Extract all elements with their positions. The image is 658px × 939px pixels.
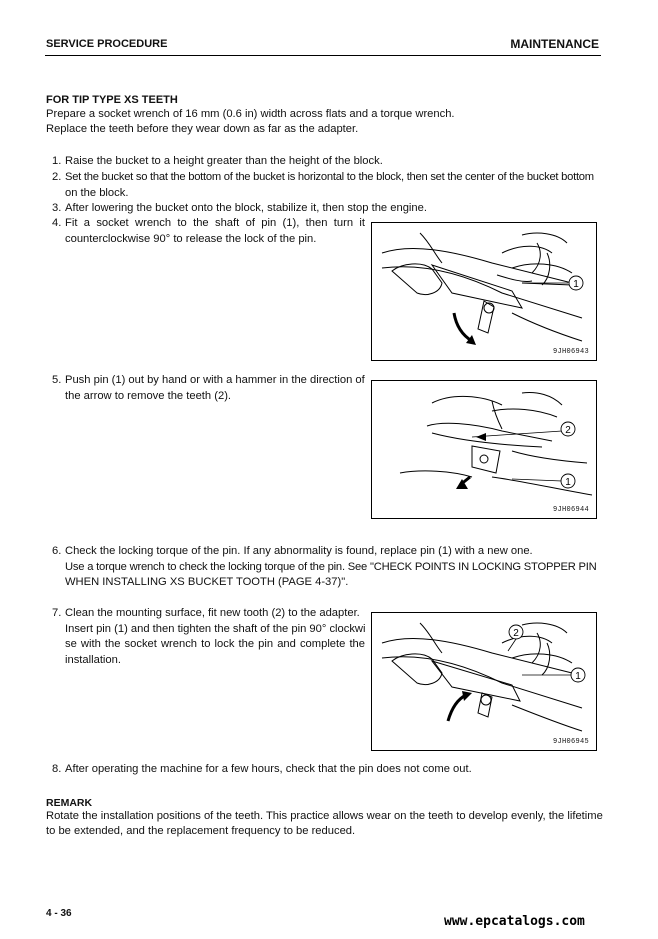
step-text: Check the locking torque of the pin. If any abnormality is found, replace pin (1) with a new one. — [65, 545, 533, 557]
header-rule — [45, 55, 601, 56]
step-text: installation. — [65, 653, 121, 666]
step-text: After lowering the bucket onto the block, stabilize it, then stop the engine. — [65, 202, 427, 214]
callout-label: 2 — [565, 425, 571, 436]
bucket-tooth-illustration — [372, 613, 596, 750]
step-number: 8. — [52, 763, 62, 775]
step-text: on the block. — [65, 186, 129, 199]
step-2 — [52, 170, 600, 201]
procedure-heading: FOR TIP TYPE XS TEETH — [46, 94, 178, 106]
step-text: Fit a socket wrench to the shaft of pin (1), then turn it — [65, 217, 365, 229]
chapter-title: MAINTENANCE — [510, 37, 599, 51]
step-number: 2. — [52, 171, 62, 183]
intro-line-2: Replace the teeth before they wear down as far as the adapter. — [46, 123, 359, 135]
callout-label: 2 — [513, 628, 519, 639]
step-8 — [52, 762, 600, 778]
step-text: Use a torque wrench to check the locking torque of the pin. See "CHECK POINTS IN LOCKING STOPPER PIN — [65, 560, 597, 573]
step-text: se with the socket wrench to lock the pin and complete the — [65, 638, 365, 651]
step-number: 3. — [52, 202, 62, 214]
step-number: 5. — [52, 374, 62, 386]
callout-label: 1 — [573, 279, 579, 290]
bucket-tooth-illustration — [372, 381, 596, 518]
remark-line-2: to be extended, and the replacement frequency to be reduced. — [46, 825, 356, 837]
figure-code: 9JH06944 — [552, 506, 589, 514]
figure-remove-lock — [371, 222, 597, 361]
step-5 — [52, 373, 365, 404]
step-3 — [52, 201, 600, 217]
figure-code: 9JH06943 — [552, 348, 589, 356]
step-text: counterclockwise 90° to release the lock of the pin. — [65, 232, 317, 245]
callout-label: 1 — [575, 671, 581, 682]
watermark-url: www.epcatalogs.com — [444, 914, 585, 929]
step-text: Clean the mounting surface, fit new tooth (2) to the adapter. — [65, 607, 360, 619]
page-number: 4 - 36 — [46, 908, 72, 919]
remark-line-1: Rotate the installation positions of the teeth. This practice allows wear on the teeth to develop evenly, the lifetime — [46, 810, 603, 822]
step-text: the arrow to remove the teeth (2). — [65, 389, 232, 402]
step-number: 6. — [52, 545, 62, 557]
step-text: WHEN INSTALLING XS BUCKET TOOTH (PAGE 4-37)". — [65, 576, 349, 589]
step-number: 7. — [52, 607, 62, 619]
step-number: 4. — [52, 217, 62, 229]
callout-label: 1 — [565, 477, 571, 488]
step-text: After operating the machine for a few hours, check that the pin does not come out. — [65, 763, 472, 775]
intro-line-1: Prepare a socket wrench of 16 mm (0.6 in) width across flats and a torque wrench. — [46, 108, 455, 120]
figure-install-lock — [371, 612, 597, 751]
step-1 — [52, 154, 600, 170]
step-text: Push pin (1) out by hand or with a hammer in the direction of — [65, 374, 365, 386]
bucket-tooth-illustration — [372, 223, 596, 360]
section-title: SERVICE PROCEDURE — [46, 38, 168, 50]
step-7 — [52, 606, 365, 668]
step-4 — [52, 216, 365, 247]
figure-remove-teeth — [371, 380, 597, 519]
step-text: Set the bucket so that the bottom of the bucket is horizontal to the block, then set the center of the bucket bottom — [65, 171, 594, 183]
step-text: Raise the bucket to a height greater than the height of the block. — [65, 155, 383, 167]
step-text: Insert pin (1) and then tighten the shaft of the pin 90° clockwi — [65, 622, 366, 635]
step-6 — [52, 544, 600, 591]
step-number: 1. — [52, 155, 62, 167]
figure-code: 9JH06945 — [552, 738, 589, 746]
remark-heading: REMARK — [46, 797, 93, 809]
